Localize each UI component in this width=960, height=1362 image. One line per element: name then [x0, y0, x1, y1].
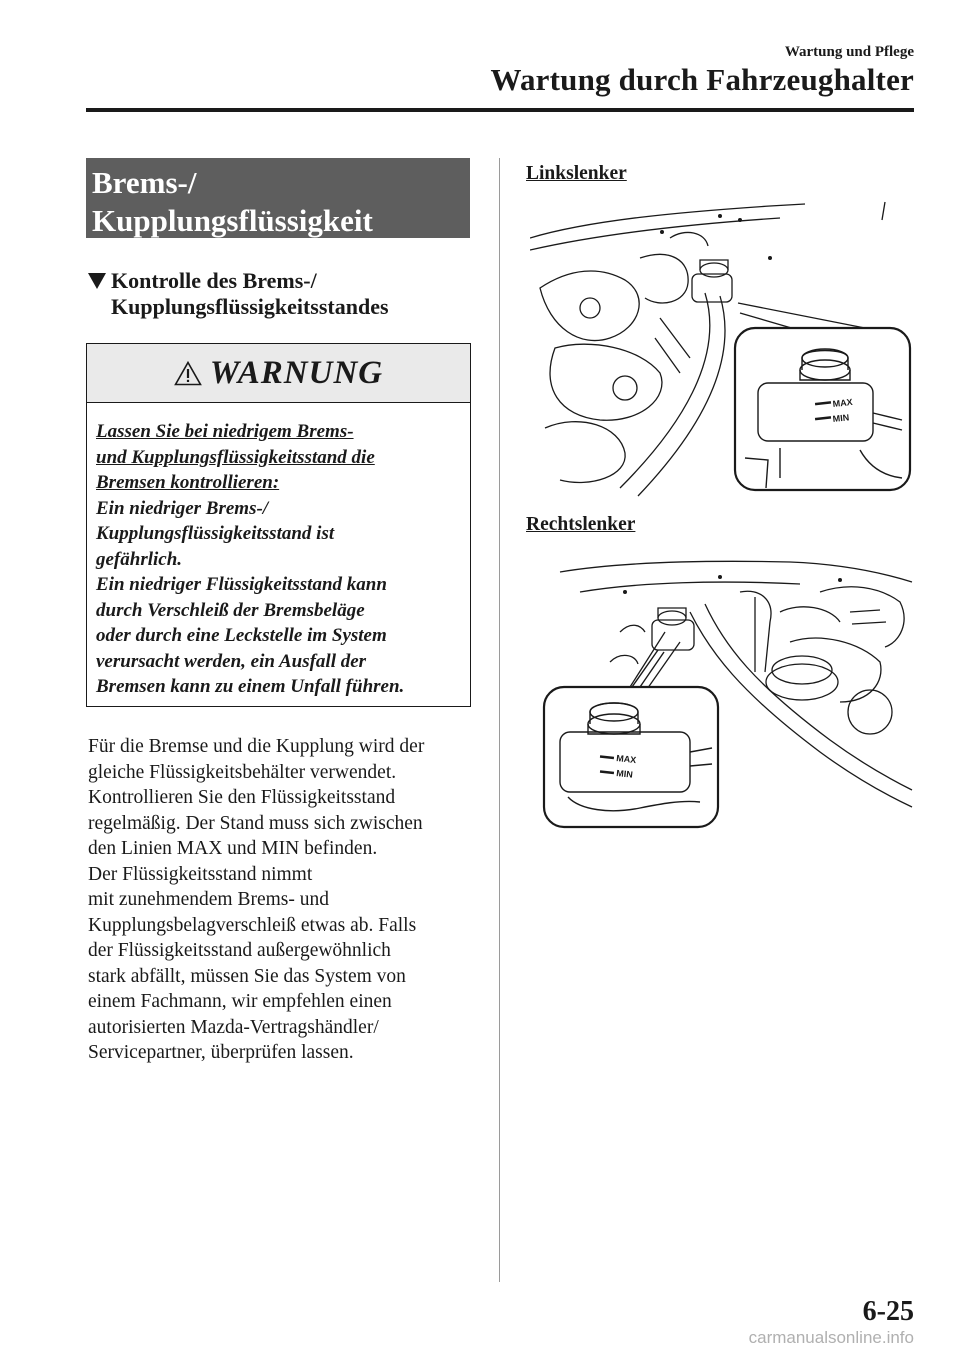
body-line: einem Fachmann, wir empfehlen einen — [88, 991, 392, 1012]
section-title-box — [86, 158, 470, 238]
warning-box — [86, 343, 471, 707]
section-title-line2: Kupplungsflüssigkeit — [92, 203, 373, 238]
body-line: Der Flüssigkeitsstand nimmt — [88, 863, 313, 885]
section-title-line1: Brems-/ — [92, 165, 197, 200]
warning-line: Bremsen kann zu einem Unfall führen. — [96, 676, 405, 697]
subsection-line2: Kupplungsflüssigkeitsstandes — [111, 294, 389, 319]
header-subtitle: Wartung und Pflege — [784, 44, 914, 60]
body-line: stark abfällt, müssen Sie das System von — [88, 965, 406, 987]
watermark: carmanualsonline.info — [748, 1328, 914, 1347]
warning-title-bar — [87, 344, 470, 403]
lhd-min-mark: MIN — [832, 412, 850, 424]
warning-line: Ein niedriger Brems-/ — [96, 497, 269, 519]
body-line: Servicepartner, überprüfen lassen. — [88, 1042, 354, 1063]
warning-line: durch Verschleiß der Bremsbeläge — [96, 599, 365, 621]
rhd-engine-illustration — [540, 552, 915, 832]
body-line: regelmäßig. Der Stand muss sich zwischen — [88, 812, 423, 834]
body-line: der Flüssigkeitsstand außergewöhnlich — [88, 940, 391, 961]
warning-title: WARNUNG — [209, 354, 384, 391]
rhd-figure-label: Rechtslenker — [526, 514, 636, 535]
warning-line: Kupplungsflüssigkeitsstand ist — [96, 523, 335, 544]
lhd-max-mark: MAX — [832, 396, 854, 409]
lhd-engine-illustration — [530, 198, 915, 498]
triangle-down-icon — [88, 273, 106, 289]
body-line: Kupplungsbelagverschleiß etwas ab. Falls — [88, 914, 417, 936]
warning-underlined-line: Bremsen kontrollieren: — [96, 472, 280, 493]
body-line: Für die Bremse und die Kupplung wird der — [88, 736, 425, 757]
subsection-line1: Kontrolle des Brems-/ — [111, 268, 317, 293]
body-line: gleiche Flüssigkeitsbehälter verwendet. — [88, 761, 397, 783]
warning-line: oder durch eine Leckstelle im System — [96, 625, 387, 646]
warning-underlined-line: Lassen Sie bei niedrigem Brems- — [96, 421, 354, 442]
subsection-heading — [88, 268, 478, 320]
body-line: Kontrollieren Sie den Flüssigkeitsstand — [88, 787, 396, 808]
rhd-min-mark: MIN — [615, 768, 634, 780]
warning-triangle-icon — [174, 361, 202, 386]
body-line: den Linien MAX und MIN befinden. — [88, 838, 378, 859]
body-line: autorisierten Mazda-Vertragshändler/ — [88, 1016, 379, 1038]
lhd-figure-label: Linkslenker — [526, 163, 627, 184]
column-divider — [499, 158, 500, 1282]
rhd-max-mark: MAX — [615, 753, 637, 766]
header-title: Wartung durch Fahrzeughalter — [490, 62, 914, 97]
header-rule — [86, 108, 914, 112]
body-paragraph — [88, 734, 488, 1066]
warning-line: Ein niedriger Flüssigkeitsstand kann — [96, 574, 387, 595]
page-number: 6-25 — [862, 1296, 914, 1327]
warning-underlined-line: und Kupplungsflüssigkeitsstand die — [96, 446, 375, 468]
body-line: mit zunehmendem Brems- und — [88, 889, 329, 910]
warning-line: gefährlich. — [96, 548, 183, 570]
warning-line: verursacht werden, ein Ausfall der — [96, 650, 367, 672]
warning-body — [87, 403, 470, 700]
